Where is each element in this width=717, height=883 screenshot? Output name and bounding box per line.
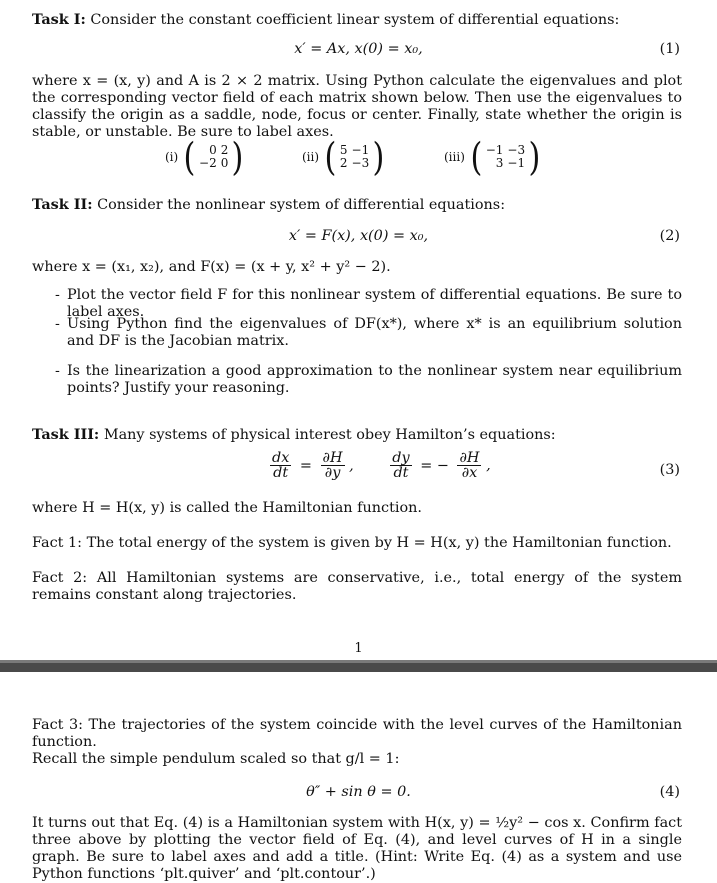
matrix-cell: 2 <box>339 156 348 170</box>
matrix-cell: −3 <box>507 143 526 157</box>
bullet-text: Is the linearization a good approximation to the nonlinear system near equilibrium points? Justify your reasoning. <box>67 363 682 396</box>
bullet-text: Plot the vector field F for this nonlinear system of differential equations. Be sure to label axes. <box>67 287 682 320</box>
matrix-cell: −1 <box>485 143 504 157</box>
task2-intro-line <box>32 196 682 214</box>
matrix-iii-table <box>484 144 527 170</box>
matrix-ii-label: (ii) <box>302 149 320 164</box>
matrix-cell: 0 <box>209 143 217 157</box>
matrix-cell: 2 <box>220 143 229 157</box>
fraction: $\frac{dx}{dt}$ <box>272 450 290 481</box>
matrix-ii <box>302 135 386 179</box>
matrix-cell: 3 <box>495 156 504 170</box>
page-2 <box>0 672 717 882</box>
page-separator <box>0 660 717 672</box>
task3-intro: Many systems of physical interest obey Hamilton’s equations: <box>103 427 556 443</box>
matrix-cell: −1 <box>351 143 370 157</box>
matrix-i-table <box>197 144 230 170</box>
task2-eq-number: (2) <box>659 228 680 244</box>
matrix-iii-label: (iii) <box>444 149 465 164</box>
matrix-cell: 0 <box>220 156 229 170</box>
matrix-i <box>165 135 245 179</box>
task3-heading: Task III: <box>32 426 100 443</box>
matrix-ii-table <box>338 144 371 170</box>
right-paren-icon: ) <box>231 135 244 179</box>
page-number: 1 <box>354 641 363 656</box>
task3-recall: Recall the simple pendulum scaled so that g/l = 1: <box>32 751 400 767</box>
task3-eq-number: (3) <box>659 462 680 478</box>
task3-fact2: Fact 2: All Hamiltonian systems are conservative, i.e., total energy of the system remains constant along trajectories. <box>32 570 682 603</box>
task3-where: where H = H(x, y) is called the Hamiltonian function. <box>32 500 422 516</box>
task2-heading: Task II: <box>32 196 93 213</box>
pendulum-equation: θ″ + sin θ = 0. <box>306 784 411 800</box>
task2-intro: Consider the nonlinear system of differential equations: <box>97 197 506 213</box>
matrix-i-label: (i) <box>165 149 179 164</box>
task2-bullet-2 <box>55 316 682 350</box>
right-paren-icon: ) <box>528 135 541 179</box>
task2-equation: x′ = F(x), x(0) = x₀, <box>288 228 429 244</box>
bullet-dash-icon: - <box>55 287 60 303</box>
matrix-cell: −3 <box>351 156 370 170</box>
matrix-cell: −2 <box>199 156 217 170</box>
bullet-dash-icon: - <box>55 316 60 332</box>
task1-equation: x′ = Ax, x(0) = x₀, <box>294 41 423 57</box>
task1-heading: Task I: <box>32 11 86 28</box>
fraction: $\frac{dy}{dt}$ <box>392 450 410 481</box>
task2-where: where x = (x₁, x₂), and F(x) = (x + y, x² + y² − 2). <box>32 259 391 275</box>
matrix-cell: 5 <box>339 143 348 157</box>
bullet-dash-icon: - <box>55 363 60 379</box>
task3-fact1: Fact 1: The total energy of the system is given by H = H(x, y) the Hamiltonian function. <box>32 535 672 551</box>
hamilton-equations: $\frac{dx}{dt}$ = $\frac{\partial H}{\partial y}$ , $\frac{dy}{dt}$ = − $\frac{\partial H}{\partial x}$ , <box>272 450 491 481</box>
fraction: $\frac{\partial H}{\partial x}$ <box>459 450 480 481</box>
left-paren-icon: ( <box>183 135 196 179</box>
task1-body: where x = (x, y) and A is 2 × 2 matrix. Using Python calculate the eigenvalues and plot the corresponding vector field of each matrix shown below. Then use the eigenvalues to classify the origin as a saddle, node, focus or center. Finally, state whether the origin is stable, or unstable. Be sure to label axes. <box>32 73 682 140</box>
left-paren-icon: ( <box>324 135 337 179</box>
task1-intro-line <box>32 11 682 29</box>
task3-fact3: Fact 3: The trajectories of the system coincide with the level curves of the Hamiltonian function. <box>32 717 682 750</box>
bullet-text: Using Python find the eigenvalues of DF(x*), where x* is an equilibrium solution and DF is the Jacobian matrix. <box>67 316 682 349</box>
task2-bullet-3 <box>55 363 682 397</box>
task3-intro-line <box>32 426 682 444</box>
right-paren-icon: ) <box>372 135 385 179</box>
fraction: $\frac{\partial H}{\partial y}$ <box>322 450 343 481</box>
matrix-cell: −1 <box>507 156 526 170</box>
matrix-iii <box>444 135 542 179</box>
left-paren-icon: ( <box>470 135 483 179</box>
task1-eq-number: (1) <box>659 41 680 57</box>
pendulum-eq-number: (4) <box>659 784 680 800</box>
task1-intro: Consider the constant coefficient linear system of differential equations: <box>90 12 620 28</box>
task3-closing: It turns out that Eq. (4) is a Hamiltonian system with H(x, y) = ½y² − cos x. Confirm fact three above by plotting the vector field of Eq. (4), and level curves of H in a single graph. Be sure to label axes and add a title. (Hint: Write Eq. (4) as a system and use Python functions ‘plt.quiver’ and ‘plt.contour’.) <box>32 815 682 882</box>
